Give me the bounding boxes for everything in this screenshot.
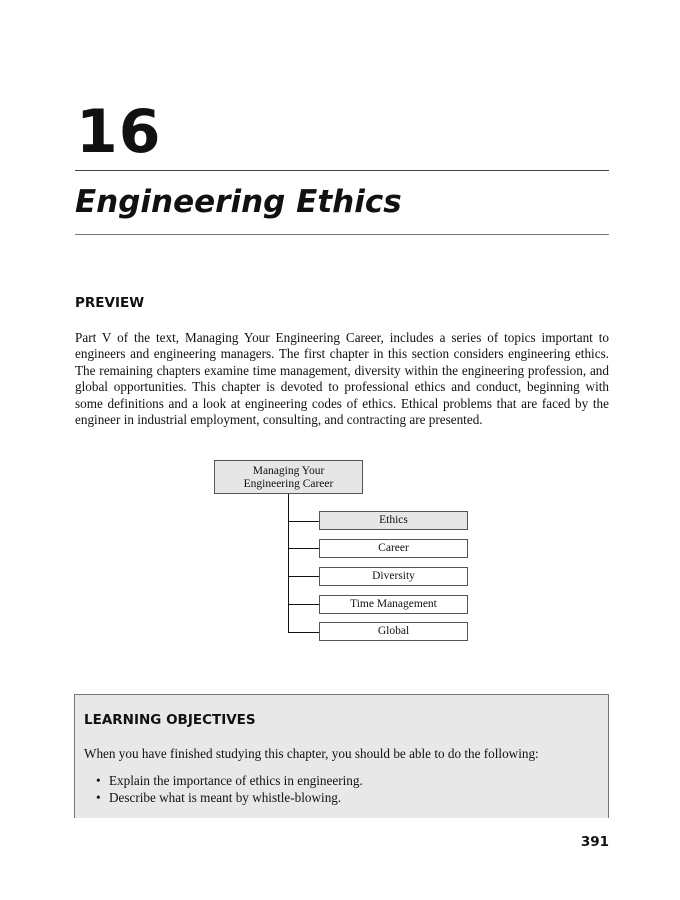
diagram-node-time-management: Time Management [319, 595, 468, 614]
chapter-top-rule [75, 170, 609, 171]
objective-text: Explain the importance of ethics in engineering. [109, 773, 363, 788]
diagram-root-line-2: Engineering Career [243, 478, 334, 490]
diagram-node-global: Global [319, 622, 468, 641]
learning-objectives-heading: LEARNING OBJECTIVES [84, 712, 256, 728]
diagram-node-diversity: Diversity [319, 567, 468, 586]
objective-text: Describe what is meant by whistle-blowing. [109, 790, 342, 805]
learning-objectives-intro: When you have finished studying this chapter, you should be able to do the following: [84, 746, 539, 761]
diagram-vertical-connector [288, 494, 289, 633]
learning-objectives-list [84, 772, 363, 806]
diagram-branch-connector [288, 576, 319, 577]
chapter-bottom-rule [75, 234, 609, 235]
diagram-branch-connector [288, 548, 319, 549]
list-item [84, 789, 363, 806]
chapter-number: 16 [76, 97, 162, 167]
diagram-branch-connector [288, 632, 319, 633]
bullet-icon: • [96, 790, 101, 805]
page-number: 391 [580, 834, 609, 850]
chapter-title: Engineering Ethics [75, 184, 402, 220]
diagram-branch-connector [288, 604, 319, 605]
diagram-root-box [214, 460, 363, 494]
diagram-node-career: Career [319, 539, 468, 558]
preview-heading: PREVIEW [75, 295, 145, 311]
diagram-root-line-1: Managing Your [252, 465, 325, 477]
bullet-icon: • [96, 773, 101, 788]
list-item [84, 772, 363, 789]
diagram-node-ethics: Ethics [319, 511, 468, 530]
diagram-branch-connector [288, 521, 319, 522]
learning-objectives-box [74, 694, 609, 818]
preview-paragraph: Part V of the text, Managing Your Engineering Career, includes a series of topics important to engineers and engineering managers. The first chapter in this section considers engineering ethics. The remaining chapters examine time management, diversity within the engineering profession, and global opportunities. This chapter is devoted to professional ethics and conduct, beginning with some definitions and a look at engineering codes of ethics. Ethical problems that are faced by the engineer in industrial employment, consulting, and contracting are presented. [75, 330, 609, 428]
